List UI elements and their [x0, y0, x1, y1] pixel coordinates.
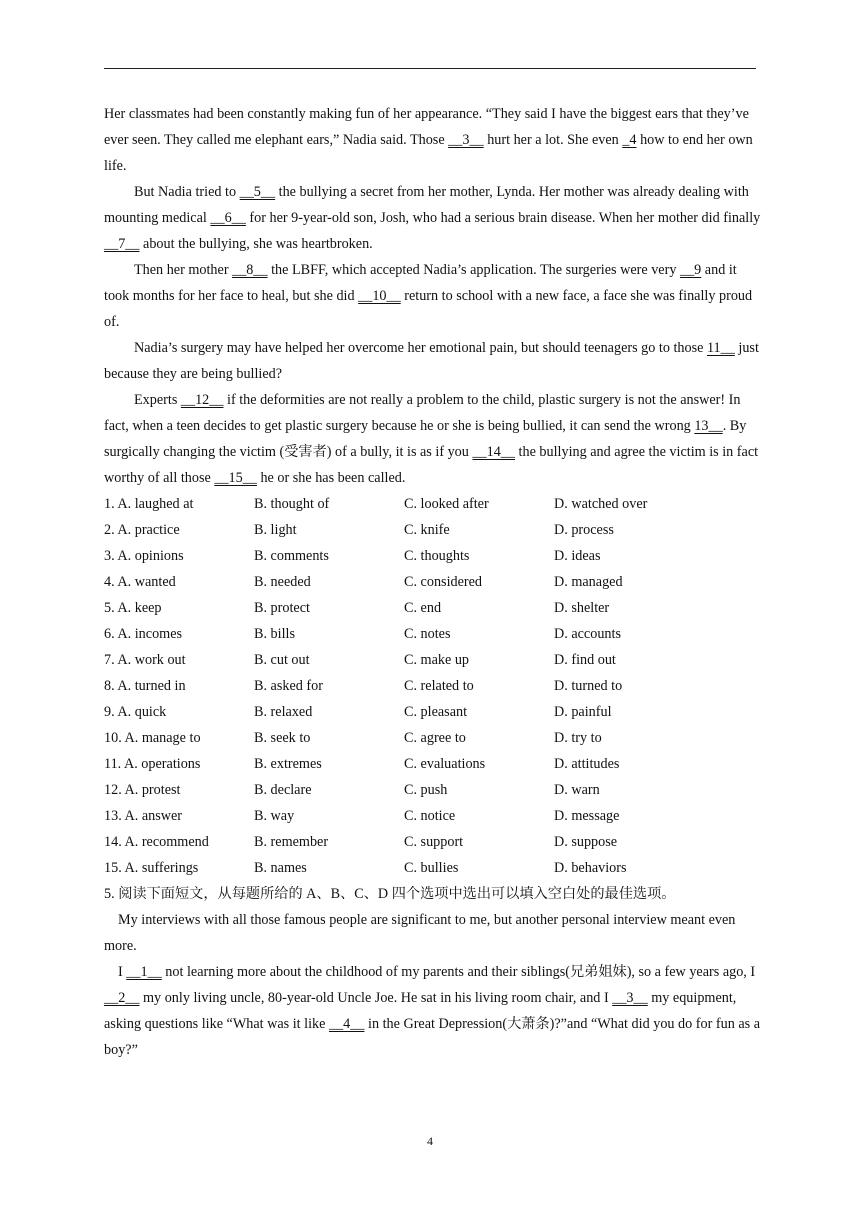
- option-choice: 13. A. answer: [104, 808, 183, 824]
- option-choice: B. extremes: [254, 756, 322, 772]
- paragraph: [104, 101, 764, 179]
- reading-passage: [104, 101, 764, 491]
- blank-number: __5__: [239, 184, 276, 200]
- question-row: [104, 803, 764, 829]
- question-row: [104, 647, 764, 673]
- text-run: Then her mother: [134, 262, 233, 278]
- option-choice: B. way: [254, 808, 295, 824]
- text-run: Experts: [134, 392, 181, 408]
- text-run: Nadia’s surgery may have helped her overcome her emotional pain, but should teenagers go to those: [134, 340, 707, 356]
- text-run: My interviews with all those famous people are significant to me, but another personal interview meant even more.: [104, 912, 736, 954]
- paragraph: [104, 387, 764, 491]
- section-heading: 5. 阅读下面短文，从每题所给的 A、B、C、D 四个选项中选出可以填入空白处的最佳选项。: [104, 886, 676, 902]
- text-run: hurt her a lot. She even: [483, 132, 623, 148]
- blank-number: 11__: [706, 340, 735, 356]
- paragraph: [104, 179, 764, 257]
- option-choice: 3. A. opinions: [104, 548, 184, 564]
- question-row: [104, 491, 764, 517]
- option-choice: C. pleasant: [404, 704, 468, 720]
- text-run: for her 9-year-old son, Josh, who had a serious brain disease. When her mother did finally: [245, 210, 761, 226]
- blank-number: __12__: [180, 392, 224, 408]
- option-choice: D. accounts: [554, 626, 621, 642]
- option-choice: C. notes: [404, 626, 451, 642]
- option-choice: C. thoughts: [404, 548, 470, 564]
- option-choice: D. shelter: [554, 600, 610, 616]
- header-rule: [104, 68, 756, 69]
- text-run: about the bullying, she was heartbroken.: [139, 236, 373, 252]
- option-choice: C. related to: [404, 678, 474, 694]
- text-run: the bullying and agree the victim is in fact worthy of all those: [104, 444, 759, 486]
- paragraph: [104, 257, 764, 335]
- question-row: [104, 595, 764, 621]
- blank-number: __14__: [472, 444, 515, 460]
- question-row: [104, 673, 764, 699]
- option-choice: 4. A. wanted: [104, 574, 176, 590]
- text-run: in the Great Depression(大萧条)?”and “What did you do for fun as a boy?”: [104, 1016, 760, 1058]
- blank-number: _4: [622, 132, 637, 148]
- option-choice: D. warn: [554, 782, 600, 798]
- blank-number: __10__: [358, 288, 401, 304]
- text-run: not learning more about the childhood of my parents and their siblings(兄弟姐妹), so a few years ago, I: [161, 964, 756, 980]
- option-choice: 9. A. quick: [104, 704, 167, 720]
- text-run: I: [118, 964, 127, 980]
- text-run: if the deformities are not really a problem to the child, plastic surgery is not the answer! In fact, when a teen decides to get plastic surgery because he or she is being bullied, it can send the wrong: [104, 392, 741, 434]
- page-number: 4: [427, 1134, 433, 1148]
- option-choice: 15. A. sufferings: [104, 860, 199, 876]
- text-run: Her classmates had been constantly making fun of her appearance. “They said I have the biggest ears that they’ve ever seen. They called me elephant ears,” Nadia said. Those: [104, 106, 749, 148]
- option-choice: D. process: [554, 522, 614, 538]
- option-choice: B. cut out: [254, 652, 310, 668]
- question-row: [104, 829, 764, 855]
- blank-number: __2__: [104, 990, 140, 1006]
- option-choice: B. names: [254, 860, 307, 876]
- text-run: my only living uncle, 80-year-old Uncle Joe. He sat in his living room chair, and I: [139, 990, 613, 1006]
- option-choice: B. asked for: [254, 678, 323, 694]
- option-choice: D. turned to: [554, 678, 623, 694]
- option-choice: 12. A. protest: [104, 782, 181, 798]
- option-choice: D. message: [554, 808, 620, 824]
- option-choice: 10. A. manage to: [104, 730, 201, 746]
- option-choice: D. suppose: [554, 834, 618, 850]
- option-choice: B. protect: [254, 600, 310, 616]
- option-choice: C. push: [404, 782, 448, 798]
- option-choice: B. declare: [254, 782, 312, 798]
- option-choice: D. find out: [554, 652, 616, 668]
- option-choice: 6. A. incomes: [104, 626, 183, 642]
- text-run: just because they are being bullied?: [104, 340, 759, 382]
- option-choice: B. light: [254, 522, 297, 538]
- text-run: my equipment, asking questions like “What was it like: [104, 990, 737, 1032]
- paragraph: [104, 335, 764, 387]
- text-run: return to school with a new face, a face she was finally proud of.: [104, 288, 753, 330]
- question-row: [104, 517, 764, 543]
- option-choice: 7. A. work out: [104, 652, 186, 668]
- option-choice: 8. A. turned in: [104, 678, 186, 694]
- option-choice: B. remember: [254, 834, 329, 850]
- question-row: [104, 621, 764, 647]
- option-choice: C. bullies: [404, 860, 459, 876]
- option-choice: 1. A. laughed at: [104, 496, 194, 512]
- paragraph: [104, 907, 764, 959]
- question-row: [104, 777, 764, 803]
- text-run: the bullying a secret from her mother, Lynda. Her mother was already dealing with mounting medical: [104, 184, 749, 226]
- option-choice: B. bills: [254, 626, 295, 642]
- blank-number: __7__: [104, 236, 140, 252]
- blank-number: __4__: [328, 1016, 365, 1032]
- option-choice: D. try to: [554, 730, 602, 746]
- option-choice: B. thought of: [254, 496, 330, 512]
- option-choice: C. notice: [404, 808, 456, 824]
- option-choice: B. comments: [254, 548, 329, 564]
- option-choice: D. watched over: [554, 496, 648, 512]
- text-run: . By surgically changing the victim (受害者) of a bully, it is as if you: [104, 418, 747, 460]
- option-choice: B. needed: [254, 574, 311, 590]
- blank-number: 13__: [694, 418, 723, 434]
- option-choice: C. knife: [404, 522, 450, 538]
- text-run: the LBFF, which accepted Nadia’s application. The surgeries were very: [267, 262, 680, 278]
- option-choice: C. make up: [404, 652, 470, 668]
- question-row: [104, 569, 764, 595]
- blank-number: __1__: [126, 964, 162, 980]
- text-run: But Nadia tried to: [134, 184, 240, 200]
- option-choice: 5. A. keep: [104, 600, 162, 616]
- option-choice: 2. A. practice: [104, 522, 180, 538]
- option-choice: C. agree to: [404, 730, 466, 746]
- question-row: [104, 699, 764, 725]
- document-body: [104, 101, 764, 1063]
- option-choice: B. relaxed: [254, 704, 313, 720]
- blank-number: __8__: [232, 262, 268, 278]
- blank-number: __9: [679, 262, 702, 278]
- option-choice: C. evaluations: [404, 756, 486, 772]
- text-run: how to end her own life.: [104, 132, 753, 174]
- option-choice: D. behaviors: [554, 860, 627, 876]
- text-run: and it took months for her face to heal, but she did: [104, 262, 737, 304]
- option-choice: C. end: [404, 600, 442, 616]
- section-5-passage: [104, 907, 764, 1063]
- option-choice: B. seek to: [254, 730, 311, 746]
- option-choice: 14. A. recommend: [104, 834, 209, 850]
- text-run: he or she has been called.: [256, 470, 406, 486]
- answer-options: [104, 491, 764, 881]
- question-row: [104, 543, 764, 569]
- blank-number: __15__: [214, 470, 257, 486]
- blank-number: __3__: [448, 132, 484, 148]
- option-choice: C. support: [404, 834, 464, 850]
- option-choice: D. ideas: [554, 548, 601, 564]
- question-row: [104, 855, 764, 881]
- option-choice: D. attitudes: [554, 756, 620, 772]
- option-choice: C. looked after: [404, 496, 489, 512]
- option-choice: D. painful: [554, 704, 612, 720]
- blank-number: __6__: [210, 210, 246, 226]
- paragraph: [104, 959, 764, 1063]
- blank-number: __3__: [612, 990, 648, 1006]
- question-row: [104, 751, 764, 777]
- question-row: [104, 725, 764, 751]
- option-choice: C. considered: [404, 574, 483, 590]
- option-choice: 11. A. operations: [104, 756, 201, 772]
- option-choice: D. managed: [554, 574, 623, 590]
